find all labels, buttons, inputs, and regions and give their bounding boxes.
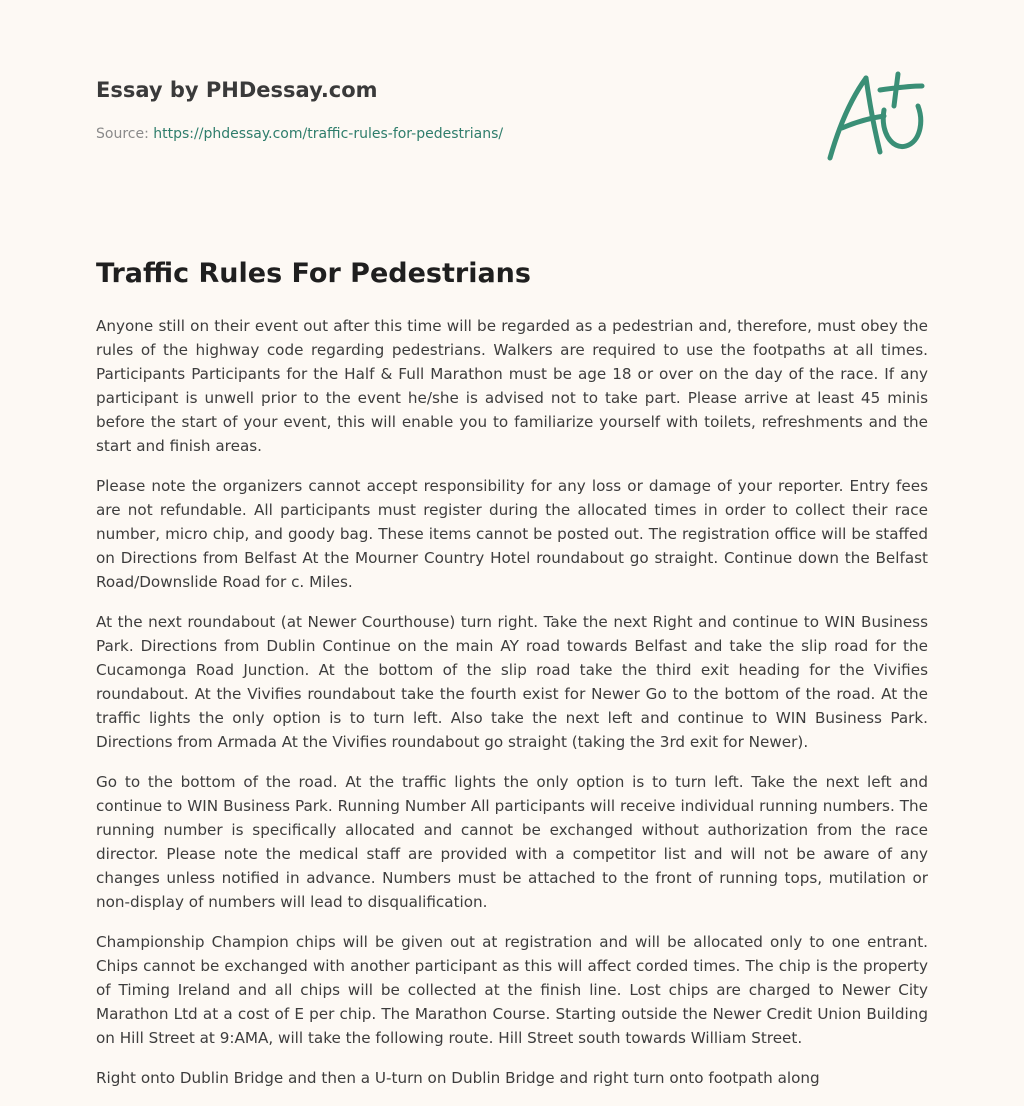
- source-label: Source:: [96, 126, 149, 142]
- essay-body: [96, 314, 928, 1106]
- source-line: [96, 124, 928, 144]
- a-plus-grade-icon: [822, 66, 932, 166]
- brand-title: Essay by PHDessay.com: [96, 78, 378, 102]
- essay-paragraph: Anyone still on their event out after this time will be regarded as a pedestrian and, therefore, must obey the rules of the highway code regarding pedestrians. Walkers are required to use the footpaths at all times. Participants Participants for the Half & Full Marathon must be age 18 or over on the day of the race. If any participant is unwell prior to the event he/she is advised not to take part. Please arrive at least 45 minis before the start of your event, this will enable you to familiarize yourself with toilets, refreshments and the start and finish areas.: [96, 317, 928, 455]
- essay-paragraph: Please note the organizers cannot accept responsibility for any loss or damage of your reporter. Entry fees are not refundable. All participants must register during the allocated times in order to collect their race number, micro chip, and goody bag. These items cannot be posted out. The registration office will be staffed on Directions from Belfast At the Mourner Country Hotel roundabout go straight. Continue down the Belfast Road/Downslide Road for c. Miles.: [96, 477, 928, 591]
- source-link[interactable]: https://phdessay.com/traffic-rules-for-pedestrians/: [153, 126, 504, 142]
- essay-paragraph: Right onto Dublin Bridge and then a U-turn on Dublin Bridge and right turn onto footpath along: [96, 1069, 820, 1087]
- essay-paragraph: At the next roundabout (at Newer Courthouse) turn right. Take the next Right and continue to WIN Business Park. Directions from Dublin Continue on the main AY road towards Belfast and take the slip road for the Cucamonga Road Junction. At the bottom of the slip road take the third exit heading for the Vivifies roundabout. At the Vivifies roundabout take the fourth exist for Newer Go to the bottom of the road. At the traffic lights the only option is to turn left. Also take the next left and continue to WIN Business Park. Directions from Armada At the Vivifies roundabout go straight (taking the 3rd exit for Newer).: [96, 613, 928, 751]
- essay-paragraph: Championship Champion chips will be given out at registration and will be allocated only to one entrant. Chips cannot be exchanged with another participant as this will affect corded times. The chip is the property of Timing Ireland and all chips will be collected at the finish line. Lost chips are charged to Newer City Marathon Ltd at a cost of E per chip. The Marathon Course. Starting outside the Newer Credit Union Building on Hill Street at 9:AMA, will take the following route. Hill Street south towards William Street.: [96, 933, 928, 1047]
- essay-paragraph: Go to the bottom of the road. At the traffic lights the only option is to turn left. Take the next left and continue to WIN Business Park. Running Number All participants will receive individual running numbers. The running number is specifically allocated and cannot be exchanged without authorization from the race director. Please note the medical staff are provided with a competitor list and will not be aware of any changes unless notified in advance. Numbers must be attached to the front of running tops, mutilation or non-display of numbers will lead to disqualification.: [96, 773, 928, 911]
- essay-header: [96, 76, 928, 144]
- essay-title: Traffic Rules For Pedestrians: [96, 258, 531, 289]
